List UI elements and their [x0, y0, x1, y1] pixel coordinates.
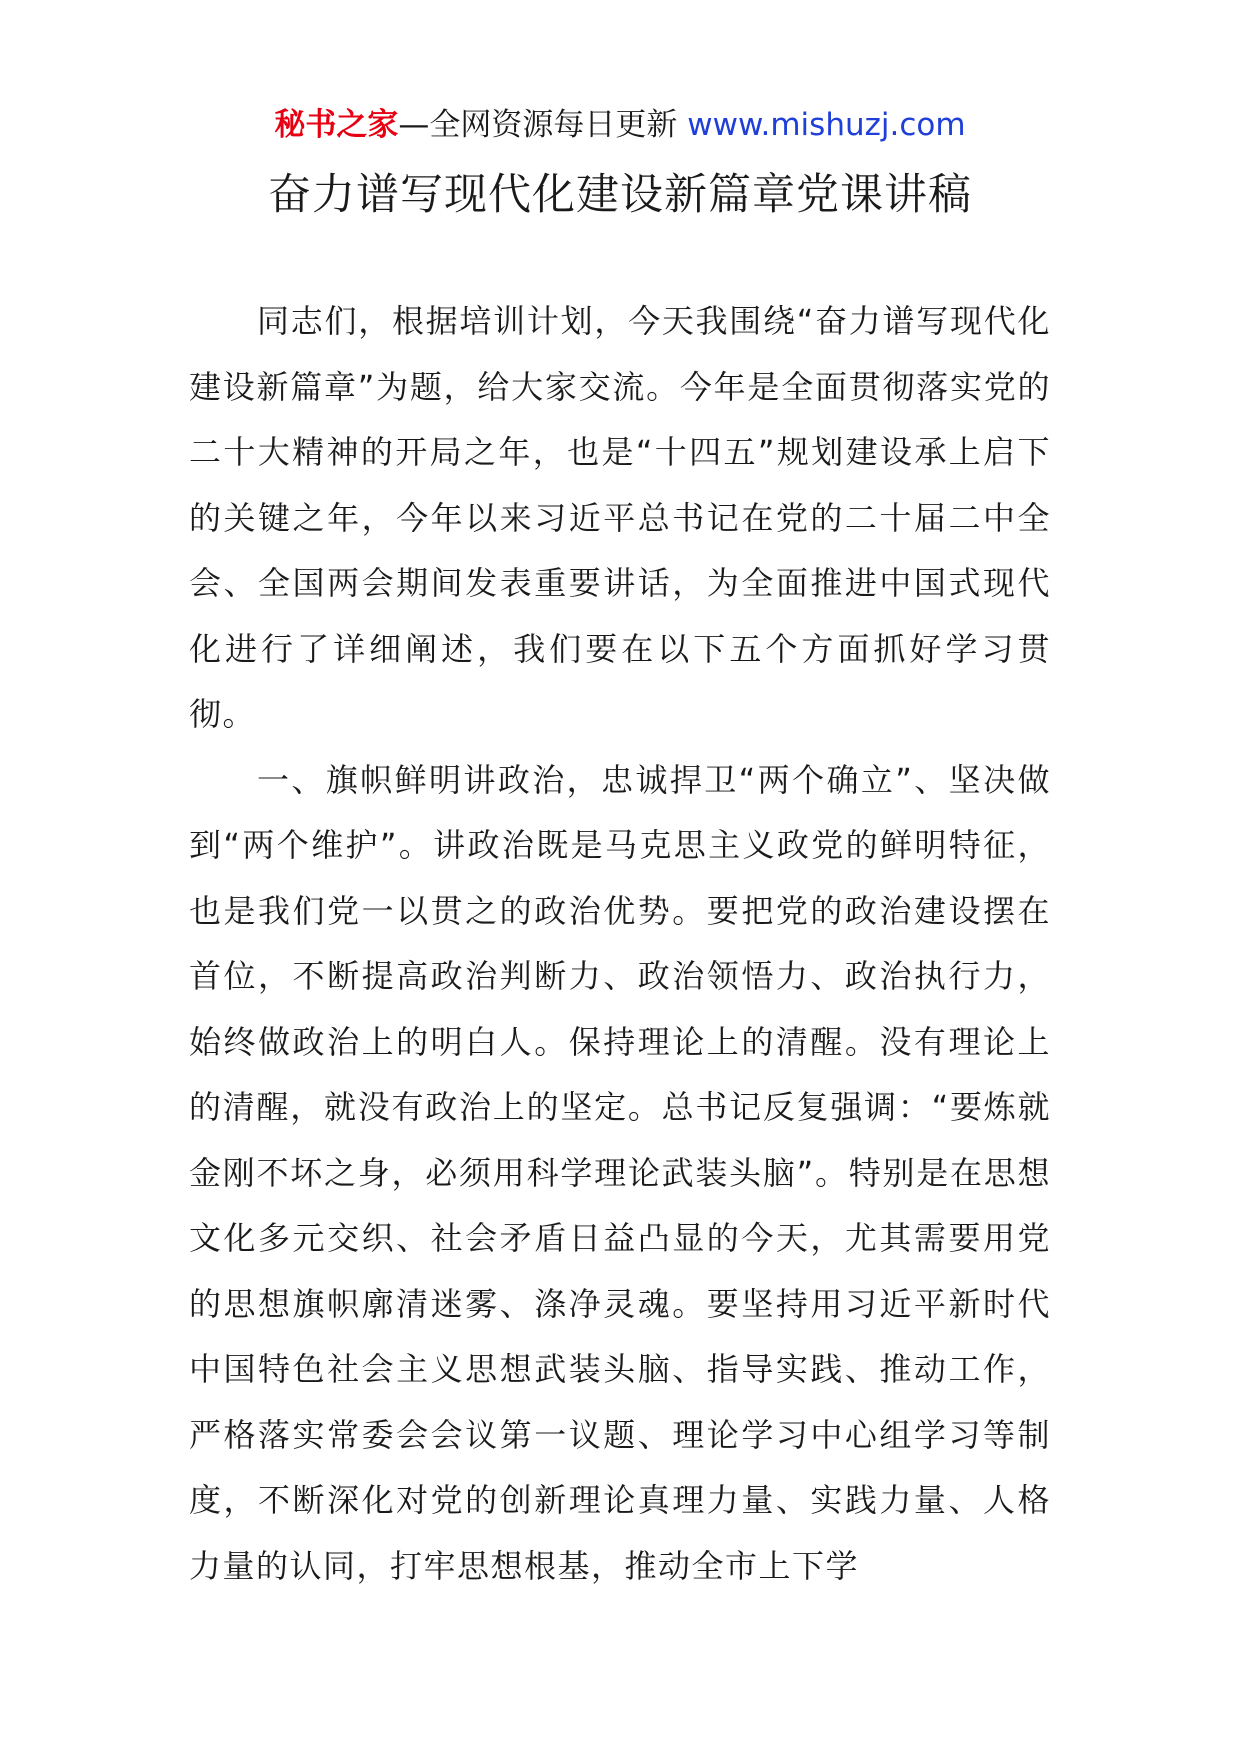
document-title: 奋力谱写现代化建设新篇章党课讲稿	[268, 170, 972, 220]
document-body	[189, 289, 1051, 1599]
paragraph-text: 讲政治既是马克思主义政党的鲜明特征，也是我们党一以贯之的政治优势。要把党的政治建设摆在首位，不断提高政治判断力、政治领悟力、政治执行力，始终做政治上的明白人。保持理论上的清醒。没有理论上的清醒，就没有政治上的坚定。总书记反复强调：“要炼就金刚不坏之身，必须用科学理论武装头脑”。特别是在思想文化多元交织、社会矛盾日益凸显的今天，尤其需要用党的思想旗帜廓清迷雾、涤净灵魂。要坚持用习近平新时代中国特色社会主义思想武装头脑、指导实践、推动工作，严格落实常委会会议第一议题、理论学习中心组学习等制度，不断深化对党的创新理论真理力量、实践力量、人格力量的认同，打牢思想根基，推动全市上下学	[189, 826, 1051, 1585]
site-url-link[interactable]: www.mishuzj.com	[687, 107, 966, 143]
site-brand-name: 秘书之家	[274, 107, 399, 143]
paragraph-section-one	[189, 748, 1051, 1600]
site-slogan: —全网资源每日更新	[398, 107, 678, 143]
paragraph-text: 同志们，根据培训计划，今天我围绕“奋力谱写现代化建设新篇章”为题，给大家交流。今年是全面贯彻落实党的二十大精神的开局之年，也是“十四五”规划建设承上启下的关键之年，今年以来习近平总书记在党的二十届二中全会、全国两会期间发表重要讲话，为全面推进中国式现代化进行了详细阐述，我们要在以下五个方面抓好学习贯彻。	[189, 302, 1051, 733]
site-header-banner	[0, 103, 1240, 147]
section-heading: 一、旗帜鲜明讲政治，忠诚捍卫“两个确立”、坚决做到“两个维护”。	[189, 760, 1051, 864]
paragraph-intro	[189, 289, 1051, 748]
